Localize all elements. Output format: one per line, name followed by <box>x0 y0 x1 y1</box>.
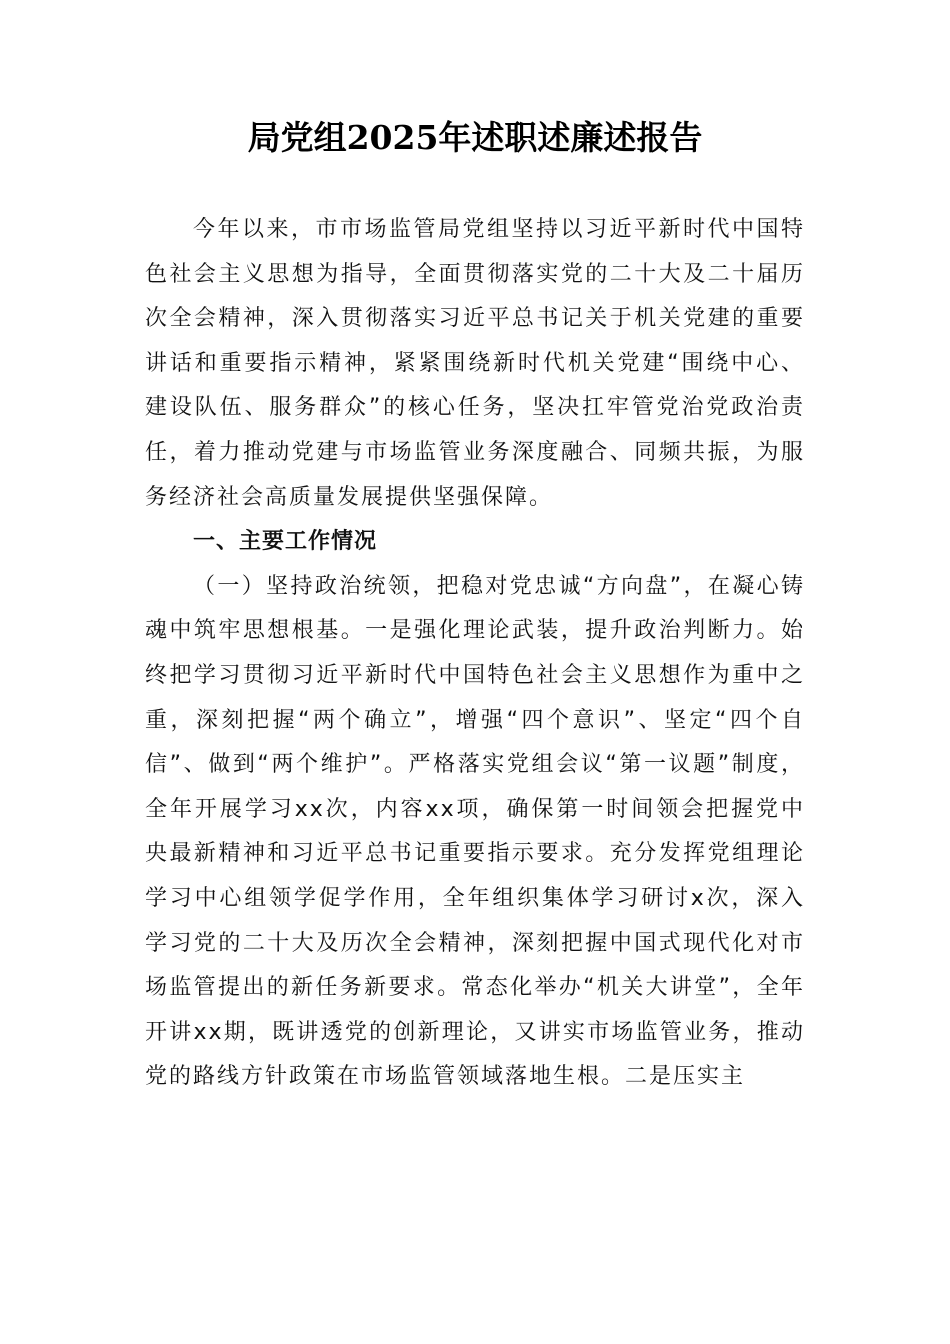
intro-paragraph: 今年以来，市市场监管局党组坚持以习近平新时代中国特色社会主义思想为指导，全面贯彻落实党的二十大及二十届历次全会精神，深入贯彻落实习近平总书记关于机关党建的重要讲话和重要指示精神，紧紧围绕新时代机关党建“围绕中心、建设队伍、服务群众”的核心任务，坚决扛牢管党治党政治责任，着力推动党建与市场监管业务深度融合、同频共振，为服务经济社会高质量发展提供坚强保障。 <box>145 217 805 510</box>
document-title: 局党组2025年述职述廉述报告 <box>247 118 703 157</box>
section-paragraph-political-leadership: （一）坚持政治统领，把稳对党忠诚“方向盘”，在凝心铸魂中筑牢思想根基。一是强化理论武装，提升政治判断力。始终把学习贯彻习近平新时代中国特色社会主义思想作为重中之重，深刻把握“两个确立”，增强“四个意识”、坚定“四个自信”、做到“两个维护”。严格落实党组会议“第一议题”制度，全年开展学习xx次，内容xx项，确保第一时间领会把握党中央最新精神和习近平总书记重要指示要求。充分发挥党组理论学习中心组领学促学作用，全年组织集体学习研讨x次，深入学习党的二十大及历次全会精神，深刻把握中国式现代化对市场监管提出的新任务新要求。常态化举办“机关大讲堂”，全年开讲xx期，既讲透党的创新理论，又讲实市场监管业务，推动党的路线方针政策在市场监管领域落地生根。二是压实主 <box>145 573 805 1090</box>
section-heading-main-work: 一、主要工作情况 <box>193 529 378 555</box>
document-body <box>145 208 805 1100</box>
